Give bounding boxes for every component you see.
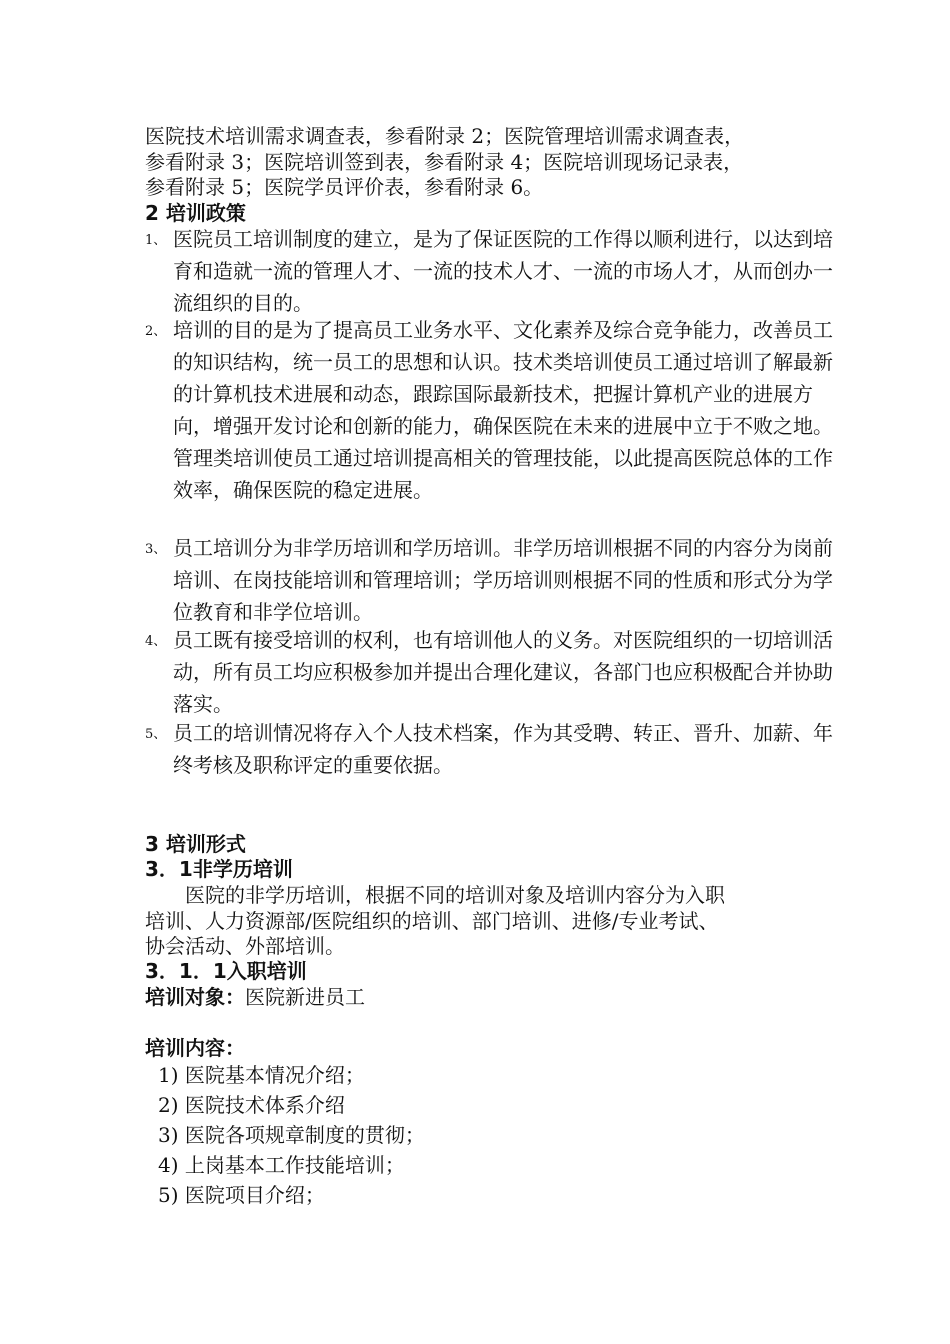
section-3-heading: 3 培训形式 [145, 832, 246, 856]
policy-item-number: 3、 [145, 542, 167, 557]
training-target [145, 985, 365, 1009]
policy-item-4 [145, 624, 835, 720]
content-list-item: 4) 上岗基本工作技能培训； [158, 1153, 405, 1177]
intro-line-3: 参看附录 5；医院学员评价表，参看附录 6。 [145, 175, 544, 199]
section-3-1-1-heading: 3．1．1入职培训 [145, 959, 307, 983]
policy-item-number: 1、 [145, 233, 167, 248]
policy-item-5 [145, 717, 835, 781]
policy-item-number: 5、 [145, 727, 167, 742]
policy-item-text: 培训的目的是为了提高员工业务水平、文化素养及综合竞争能力，改善员工的知识结构，统一员工的思想和认识。技术类培训使员工通过培训了解最新的计算机技术进展和动态，跟踪国际最新技术，把握计算机产业的进展方向，增强开发讨论和创新的能力，确保医院在未来的进展中立于不败之地。管理类培训使员工通过培训提高相关的管理技能，以此提高医院总体的工作效率，确保医院的稳定进展。 [173, 318, 833, 502]
policy-item-text: 员工既有接受培训的权利，也有培训他人的义务。对医院组织的一切培训活动，所有员工均应积极参加并提出合理化建议，各部门也应积极配合并协助落实。 [173, 628, 833, 716]
section-3-1-para-line-2: 培训、人力资源部/医院组织的培训、部门培训、进修/专业考试、 [145, 909, 719, 933]
content-list-item: 2) 医院技术体系介绍 [158, 1093, 345, 1117]
intro-line-2: 参看附录 3；医院培训签到表，参看附录 4；医院培训现场记录表， [145, 150, 744, 174]
training-target-label: 培训对象： [145, 985, 245, 1009]
training-content-label: 培训内容： [145, 1036, 245, 1060]
section-2-heading: 2 培训政策 [145, 201, 246, 225]
content-list-item: 3) 医院各项规章制度的贯彻； [158, 1123, 425, 1147]
training-target-value: 医院新进员工 [245, 985, 365, 1009]
policy-item-3 [145, 532, 835, 628]
content-list-item: 1) 医院基本情况介绍； [158, 1063, 365, 1087]
section-3-1-para-line-1: 医院的非学历培训，根据不同的培训对象及培训内容分为入职 [185, 883, 725, 907]
policy-item-text: 员工培训分为非学历培训和学历培训。非学历培训根据不同的内容分为岗前培训、在岗技能培训和管理培训；学历培训则根据不同的性质和形式分为学位教育和非学位培训。 [173, 536, 833, 624]
content-list-item: 5) 医院项目介绍； [158, 1183, 325, 1207]
section-3-1-heading: 3．1非学历培训 [145, 857, 293, 881]
intro-line-1: 医院技术培训需求调查表，参看附录 2；医院管理培训需求调查表， [145, 124, 745, 148]
policy-item-text: 员工的培训情况将存入个人技术档案，作为其受聘、转正、晋升、加薪、年终考核及职称评定的重要依据。 [173, 721, 833, 777]
section-3-1-para-line-3: 协会活动、外部培训。 [145, 934, 345, 958]
policy-item-text: 医院员工培训制度的建立，是为了保证医院的工作得以顺利进行，以达到培育和造就一流的管理人才、一流的技术人才、一流的市场人才，从而创办一流组织的目的。 [173, 227, 833, 315]
policy-item-2 [145, 314, 835, 506]
policy-item-number: 2、 [145, 324, 167, 339]
policy-item-1 [145, 223, 835, 319]
policy-item-number: 4、 [145, 634, 167, 649]
